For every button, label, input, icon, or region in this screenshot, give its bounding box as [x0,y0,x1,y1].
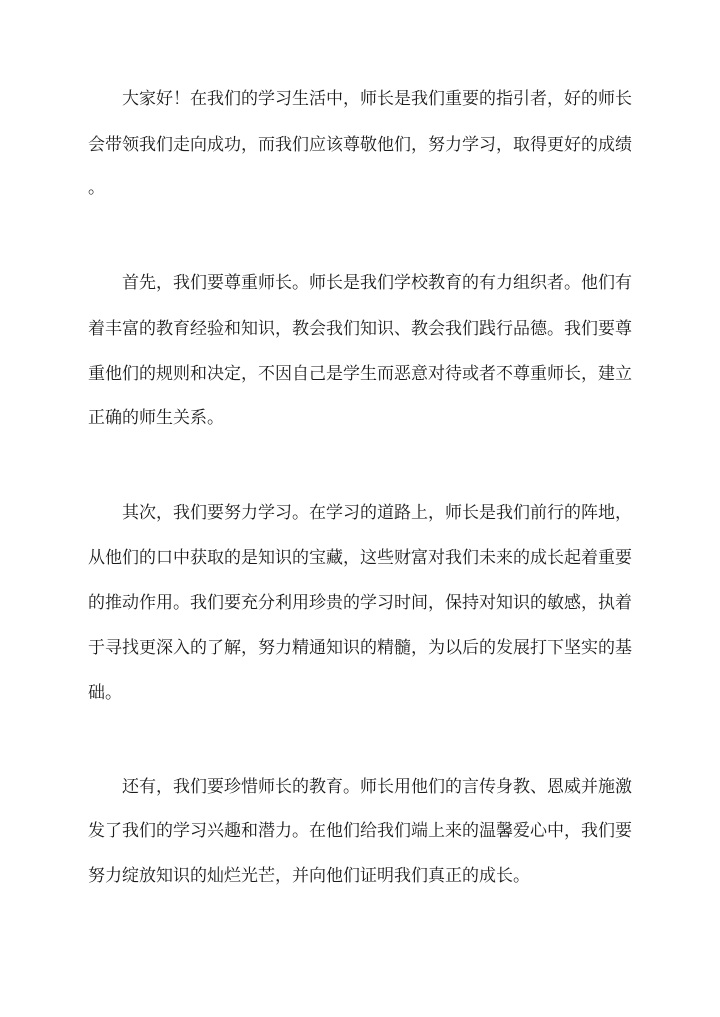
paragraph-3-line-1: 其次，我们要努力学习。在学习的道路上，师长是我们前行的阵地， [122,503,632,523]
paragraph-2-line-4: 正确的师生关系。 [88,408,224,428]
paragraph-3-line-2: 从他们的口中获取的是知识的宝藏，这些财富对我们未来的成长起着重要 [88,548,632,568]
paragraph-1-line-1: 大家好！在我们的学习生活中，师长是我们重要的指引者，好的师长 [122,89,632,109]
paragraph-2-line-3: 重他们的规则和决定，不因自己是学生而恶意对待或者不尊重师长，建立 [88,364,632,384]
paragraph-2-line-2: 着丰富的教育经验和知识，教会我们知识、教会我们践行品德。我们要尊 [88,319,632,339]
paragraph-3-line-5: 础。 [88,683,122,703]
paragraph-3-line-3: 的推动作用。我们要充分利用珍贵的学习时间，保持对知识的敏感，执着 [88,593,632,613]
paragraph-4-line-2: 发了我们的学习兴趣和潜力。在他们给我们端上来的温馨爱心中，我们要 [88,821,632,841]
paragraph-1-line-3: 。 [88,178,105,198]
paragraph-1-line-2: 会带领我们走向成功，而我们应该尊敬他们，努力学习，取得更好的成绩 [88,135,632,155]
paragraph-4-line-3: 努力绽放知识的灿烂光芒，并向他们证明我们真正的成长。 [88,866,530,886]
paragraph-3-line-4: 于寻找更深入的了解，努力精通知识的精髓，为以后的发展打下坚实的基 [88,638,632,658]
paragraph-2-line-1: 首先，我们要尊重师长。师长是我们学校教育的有力组织者。他们有 [122,273,632,293]
paragraph-4-line-1: 还有，我们要珍惜师长的教育。师长用他们的言传身教、恩威并施激 [122,777,632,797]
